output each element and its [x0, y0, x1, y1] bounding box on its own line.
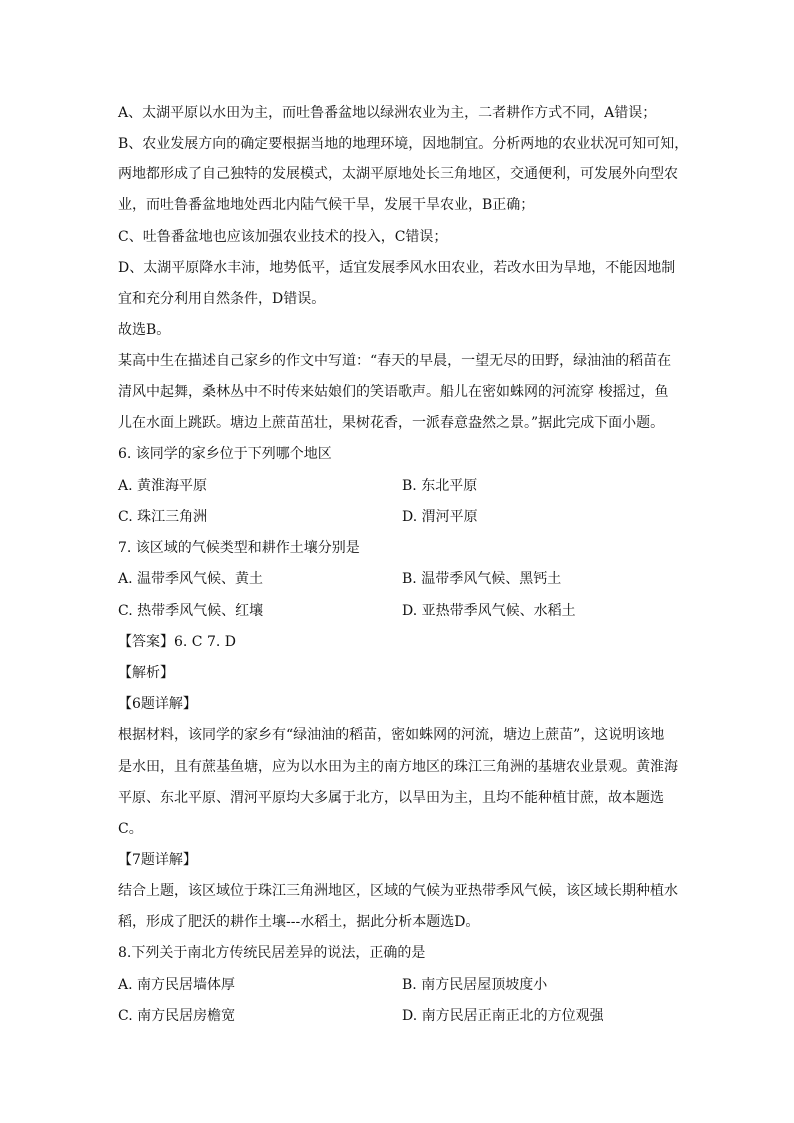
question-7-detail-line2: 稻，形成了肥沃的耕作土壤---水稻土，据此分析本题选D。: [118, 914, 480, 930]
analysis-option-a: A、太湖平原以水田为主，而吐鲁番盆地以绿洲农业为主，二者耕作方式不同，A错误；: [118, 105, 657, 121]
analysis-option-d-line1: D、太湖平原降水丰沛，地势低平，适宜发展季风水田农业，若改水田为旱地，不能因地制: [118, 260, 676, 276]
question-7-stem: 7. 该区域的气候类型和耕作土壤分别是: [118, 540, 360, 556]
question-6-detail-line3: 平原、东北平原、渭河平原均大多属于北方，以旱田为主，且均不能种植甘蔗，故本题选: [118, 790, 664, 806]
question-8-option-b: B. 南方民居屋顶坡度小: [402, 977, 548, 993]
question-6-option-b: B. 东北平原: [402, 478, 478, 494]
question-6-detail-line1: 根据材料，该同学的家乡有“绿油油的稻苗，密如蛛网的河流，塘边上蔗苗”，这说明该地: [118, 727, 665, 743]
question-8-stem: 8.下列关于南北方传统民居差异的说法，正确的是: [118, 945, 426, 961]
passage-line2: 清风中起舞，桑林丛中不时传来姑娘们的笑语歌声。船儿在密如蛛网的河流穿 梭摇过，鱼: [118, 384, 669, 400]
analysis-option-c: C、吐鲁番盆地也应该加强农业技术的投入，C错误；: [118, 229, 448, 245]
analysis-option-d-line2: 宜和充分利用自然条件，D错误。: [118, 291, 326, 307]
question-6-detail-line4: C。: [118, 821, 143, 837]
question-8-option-c: C. 南方民居房檐宽: [118, 1008, 236, 1024]
question-6-detail-line2: 是水田，且有蔗基鱼塘，应为以水田为主的南方地区的珠江三角洲的基塘农业景观。黄淮海: [118, 759, 678, 775]
analysis-option-b-line2: 两地都形成了自己独特的发展模式，太湖平原地处长三角地区，交通便利，可发展外向型农: [118, 166, 678, 182]
answer-line: 【答案】6. C 7. D: [118, 634, 237, 650]
analysis-option-b-line1: B、农业发展方向的确定要根据当地的地理环境，因地制宜。分析两地的农业状况可知可知，: [118, 136, 689, 152]
question-7-detail-line1: 结合上题，该区域位于珠江三角洲地区，区域的气候为亚热带季风气候，该区域长期种植水: [118, 883, 678, 899]
question-7-option-c: C. 热带季风气候、红壤: [118, 603, 264, 619]
question-6-detail-label: 【6题详解】: [118, 696, 197, 712]
question-8-option-d: D. 南方民居正南正北的方位观强: [402, 1008, 604, 1024]
question-6-option-d: D. 渭河平原: [402, 509, 478, 525]
question-7-detail-label: 【7题详解】: [118, 852, 197, 868]
passage-line3: 儿在水面上跳跃。塘边上蔗苗茁壮，果树花香，一派春意盎然之景。”据此完成下面小题。: [118, 415, 665, 431]
question-7-option-a: A. 温带季风气候、黄土: [118, 571, 264, 587]
passage-line1: 某高中生在描述自己家乡的作文中写道：“春天的早晨，一望无尽的田野，绿油油的稻苗在: [118, 353, 672, 369]
question-7-option-d: D. 亚热带季风气候、水稻土: [402, 603, 576, 619]
analysis-option-b-line3: 业，而吐鲁番盆地地处西北内陆气候干旱，发展干旱农业，B正确；: [118, 197, 535, 213]
question-6-option-a: A. 黄淮海平原: [118, 478, 208, 494]
question-7-option-b: B. 温带季风气候、黑钙土: [402, 571, 562, 587]
question-6-stem: 6. 该同学的家乡位于下列哪个地区: [118, 446, 332, 462]
question-8-option-a: A. 南方民居墙体厚: [118, 977, 236, 993]
question-6-option-c: C. 珠江三角洲: [118, 509, 208, 525]
analysis-label: 【解析】: [118, 665, 174, 681]
analysis-conclusion: 故选B。: [118, 322, 171, 338]
